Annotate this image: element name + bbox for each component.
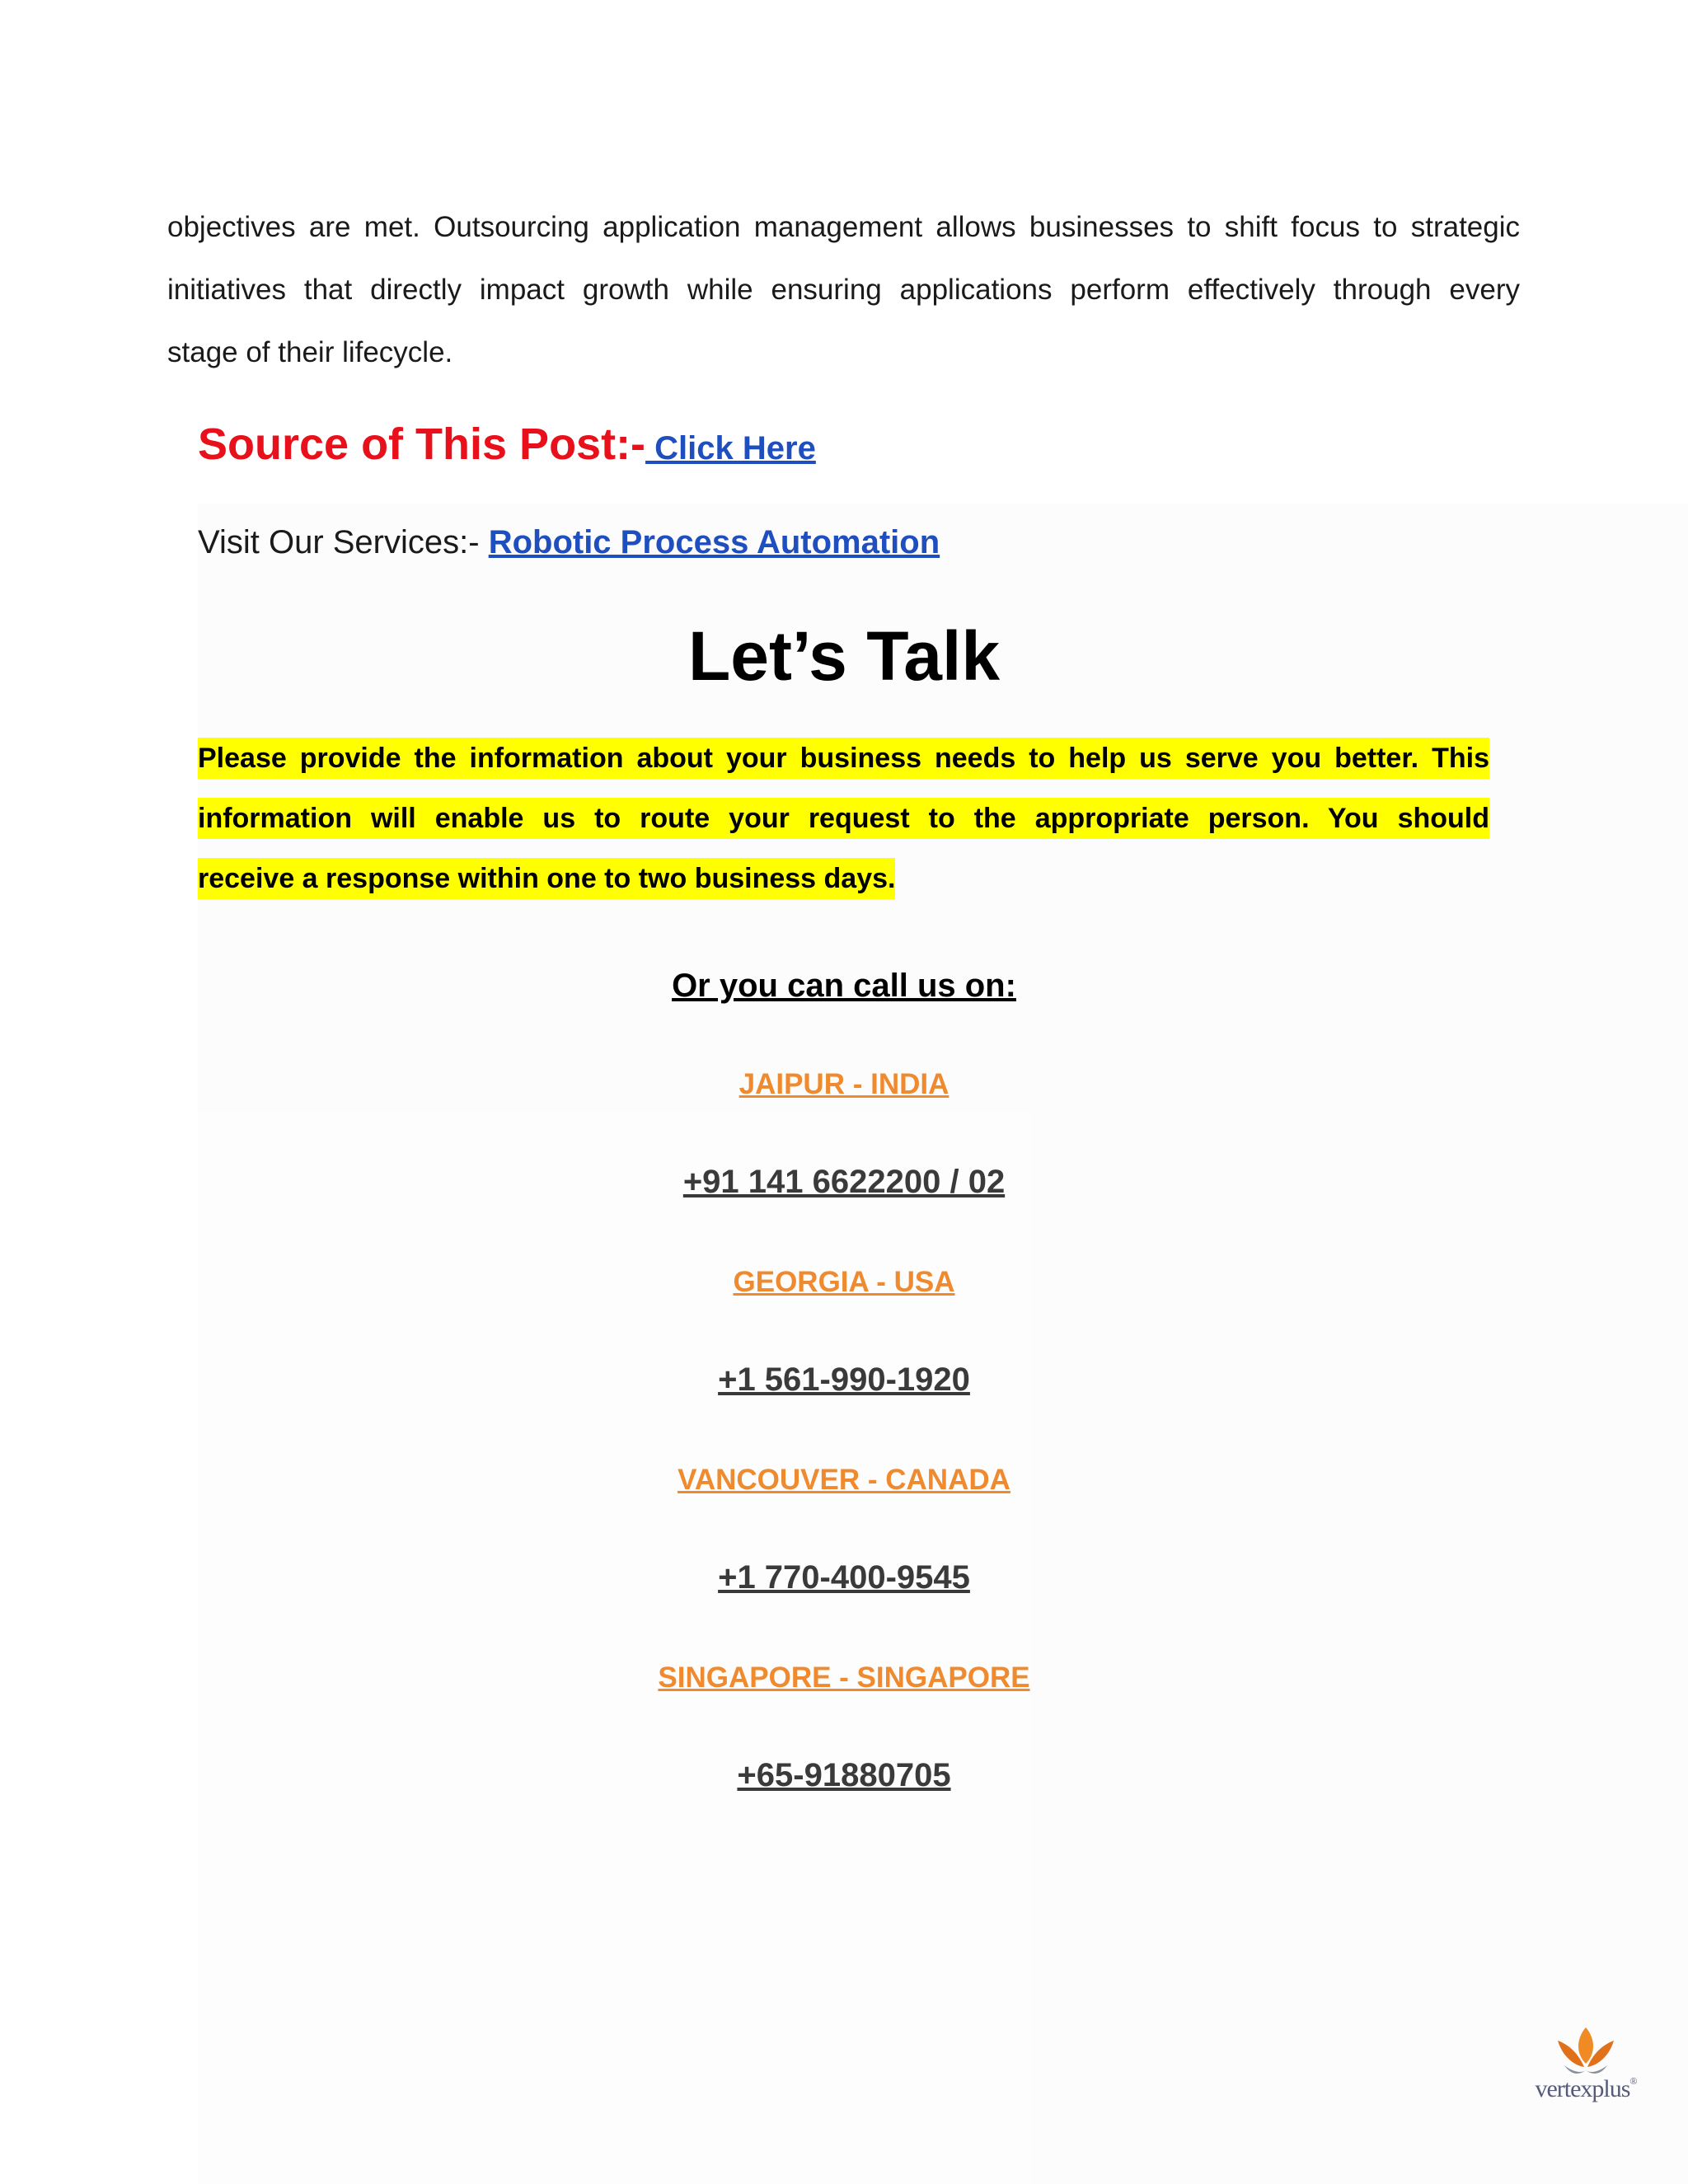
- highlight-line: [198, 849, 1489, 909]
- body-line: stage of their lifecycle.: [167, 336, 453, 368]
- services-link[interactable]: Robotic Process Automation: [488, 524, 940, 560]
- services-line: [198, 524, 940, 561]
- city-singapore[interactable]: SINGAPORE - SINGAPORE: [658, 1661, 1030, 1694]
- body-line: initiatives that directly impact growth while ensuring applications perform effectively through every: [167, 274, 1520, 306]
- highlight-text: Please provide the information about your business needs to help us serve you better. This: [198, 738, 1489, 779]
- logo-wordmark: [1528, 2075, 1643, 2103]
- phone-georgia[interactable]: +1 561-990-1920: [718, 1361, 970, 1398]
- call-us-heading: Or you can call us on:: [672, 968, 1016, 1004]
- phone-singapore[interactable]: +65-91880705: [737, 1757, 951, 1793]
- phone-jaipur[interactable]: +91 141 6622200 / 02: [682, 1164, 1006, 1200]
- highlight-line: [198, 789, 1489, 849]
- source-label: Source of This Post:-: [198, 419, 646, 469]
- body-paragraph: [167, 196, 1520, 384]
- lets-talk-heading: Let’s Talk: [687, 617, 1001, 695]
- registered-mark: ®: [1629, 2075, 1637, 2087]
- vertexplus-logo: [1528, 2021, 1643, 2111]
- highlight-text: receive a response within one to two business days.: [198, 858, 895, 899]
- city-jaipur[interactable]: JAIPUR - INDIA: [738, 1068, 950, 1100]
- services-label: Visit Our Services:-: [198, 524, 489, 560]
- city-vancouver[interactable]: VANCOUVER - CANADA: [678, 1464, 1010, 1496]
- vertexplus-flower-logo-icon: [1528, 2021, 1643, 2079]
- highlight-line: [198, 729, 1489, 789]
- logo-text: vertexplus: [1535, 2075, 1630, 2102]
- body-line: objectives are met. Outsourcing application management allows businesses to shift focus to strategic: [167, 211, 1520, 243]
- source-line: [198, 419, 816, 470]
- city-georgia[interactable]: GEORGIA - USA: [733, 1266, 955, 1298]
- highlight-text: information will enable us to route your request to the appropriate person. You should: [198, 798, 1489, 839]
- phone-vancouver[interactable]: +1 770-400-9545: [718, 1559, 970, 1596]
- highlighted-paragraph: [198, 729, 1489, 909]
- source-link[interactable]: Click Here: [645, 430, 816, 466]
